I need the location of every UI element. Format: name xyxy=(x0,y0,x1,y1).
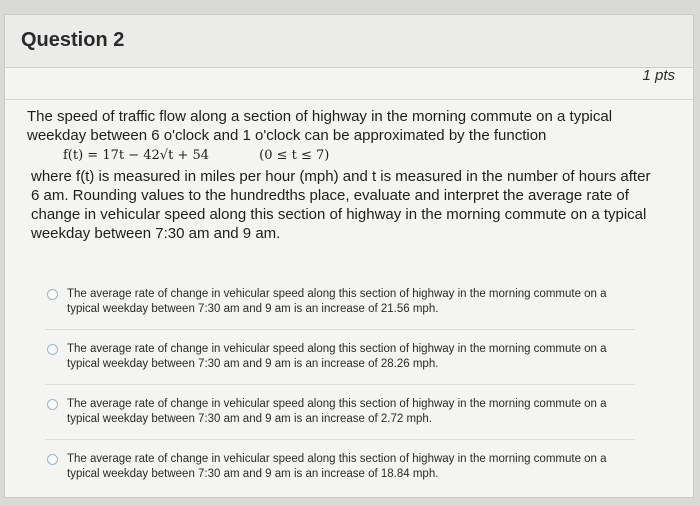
answer-option[interactable] xyxy=(45,397,635,440)
radio-button[interactable] xyxy=(47,289,58,300)
radio-button[interactable] xyxy=(47,344,58,355)
question-body xyxy=(27,107,657,243)
formula xyxy=(27,145,657,167)
question-intro: The speed of traffic flow along a section of highway in the morning commute on a typical weekday between 6 o'clock and 1 o'clock can be approximated by the function xyxy=(27,108,613,144)
radio-button[interactable] xyxy=(47,454,58,465)
question-card xyxy=(4,14,694,498)
formula-domain: (0 ≤ t ≤ 7) xyxy=(259,148,330,163)
question-header xyxy=(5,15,693,68)
answer-option-label: The average rate of change in vehicular speed along this section of highway in the morning commute on a typical weekday between 7:30 am and 9 am is an increase of 21.56 mph. xyxy=(67,288,607,315)
answer-option[interactable] xyxy=(45,287,635,330)
question-description: where f(t) is measured in miles per hour (mph) and t is measured in the number of hours after 6 am. Rounding values to the hundredths place, evaluate and interpret the average rate of change in vehicular speed along this section of highway in the morning commute on a typical weekday between 7:30 am and 9 am. xyxy=(31,168,651,242)
answer-option[interactable] xyxy=(45,452,635,494)
answer-option-label: The average rate of change in vehicular speed along this section of highway in the morning commute on a typical weekday between 7:30 am and 9 am is an increase of 2.72 mph. xyxy=(67,398,607,425)
answer-options xyxy=(45,287,635,506)
points-label: 1 pts xyxy=(642,67,675,84)
answer-option-label: The average rate of change in vehicular speed along this section of highway in the morning commute on a typical weekday between 7:30 am and 9 am is an increase of 28.26 mph. xyxy=(67,343,607,370)
radio-button[interactable] xyxy=(47,399,58,410)
formula-expression: f(t) = 17t − 42√t + 54 xyxy=(63,148,210,163)
answer-option-label: The average rate of change in vehicular speed along this section of highway in the morning commute on a typical weekday between 7:30 am and 9 am is an increase of 18.84 mph. xyxy=(67,453,607,480)
divider xyxy=(5,99,693,100)
answer-option[interactable] xyxy=(45,342,635,385)
question-title: Question 2 xyxy=(21,29,125,51)
